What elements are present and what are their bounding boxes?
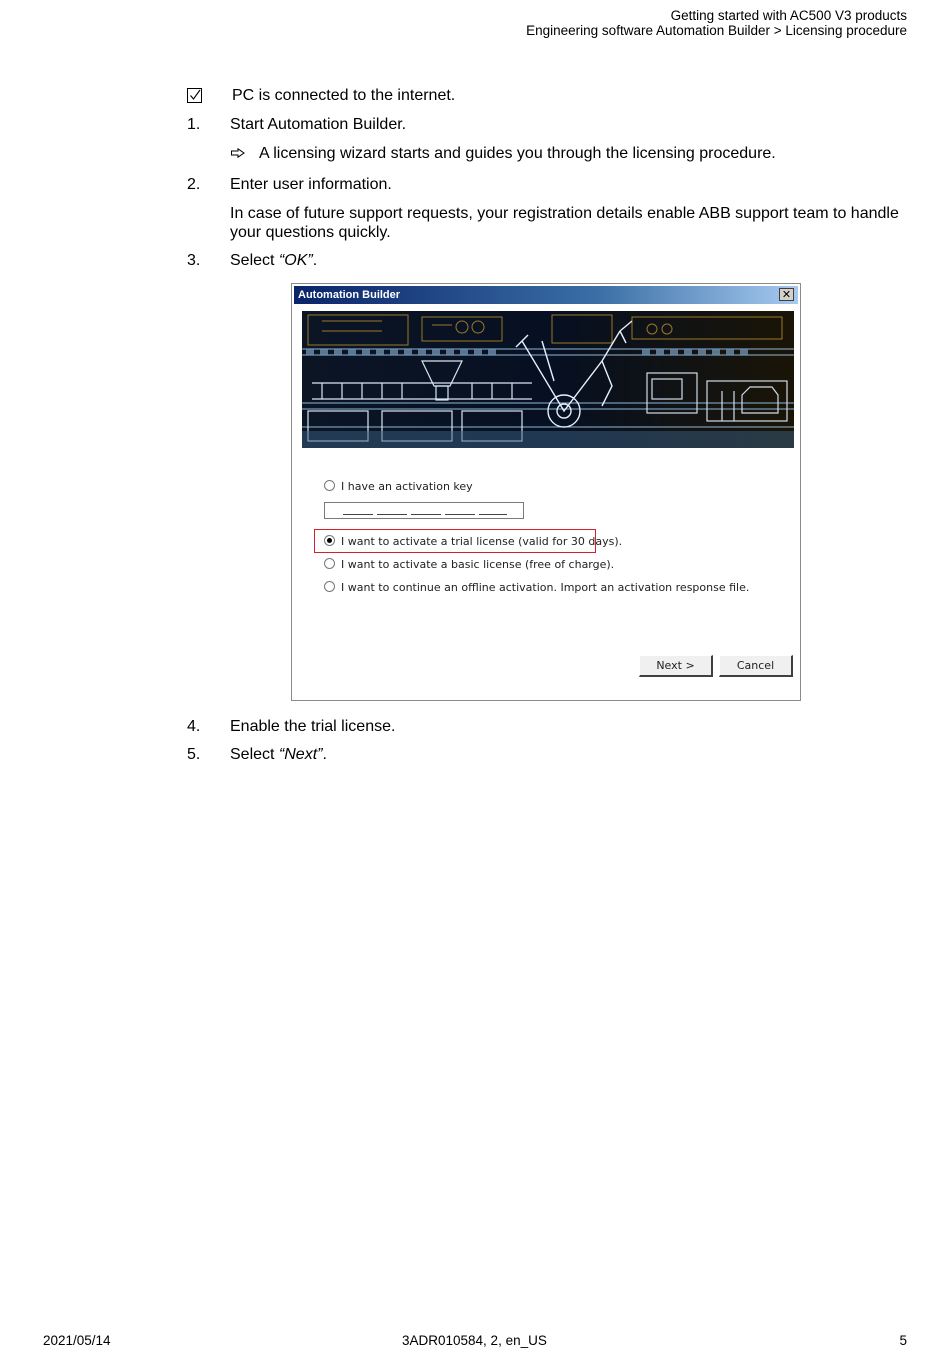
step-5-text-before: Select bbox=[230, 746, 279, 763]
option-activation-key-label: I have an activation key bbox=[341, 480, 473, 493]
step-3-text-after: . bbox=[312, 252, 318, 269]
option-offline-activation-label: I want to continue an offline activation. Import an activation response file. bbox=[341, 581, 750, 594]
dialog-titlebar bbox=[294, 286, 798, 304]
step-1-number: 1. bbox=[187, 116, 201, 133]
result-arrow-icon bbox=[231, 148, 245, 158]
option-basic-license[interactable] bbox=[324, 558, 614, 572]
step-2-number: 2. bbox=[187, 176, 201, 193]
header-doc-title: Getting started with AC500 V3 products bbox=[670, 8, 907, 23]
step-5-text-after: . bbox=[322, 746, 327, 763]
activation-key-input[interactable] bbox=[324, 502, 524, 519]
radio-offline-activation[interactable] bbox=[324, 581, 335, 592]
license-wizard-dialog bbox=[291, 283, 801, 701]
step-1-result: A licensing wizard starts and guides you through the licensing procedure. bbox=[259, 145, 776, 162]
step-4-text: Enable the trial license. bbox=[230, 718, 396, 735]
step-4-number: 4. bbox=[187, 718, 201, 735]
banner-image bbox=[302, 311, 794, 448]
step-2-text: Enter user information. bbox=[230, 176, 392, 193]
option-trial-license[interactable] bbox=[324, 535, 622, 549]
step-2-note: In case of future support requests, your registration details enable ABB support team to handle your questions quickly. bbox=[230, 205, 899, 241]
prerequisite-text: PC is connected to the internet. bbox=[232, 87, 456, 104]
footer-date: 2021/05/14 bbox=[43, 1333, 111, 1348]
header-section-path: Engineering software Automation Builder > Licensing procedure bbox=[526, 23, 907, 38]
step-3-emphasis: “OK” bbox=[278, 252, 313, 269]
page-header bbox=[526, 8, 907, 38]
footer-page-number: 5 bbox=[899, 1333, 907, 1348]
option-offline-activation[interactable] bbox=[324, 581, 749, 595]
close-icon[interactable]: ✕ bbox=[779, 288, 794, 301]
checkbox-checked-icon bbox=[187, 88, 202, 103]
option-basic-license-label: I want to activate a basic license (free of charge). bbox=[341, 558, 615, 571]
step-3-text bbox=[230, 251, 317, 270]
next-button[interactable]: Next > bbox=[639, 655, 713, 677]
radio-basic-license[interactable] bbox=[324, 558, 335, 569]
radio-trial-license[interactable] bbox=[324, 535, 335, 546]
step-5-number: 5. bbox=[187, 746, 201, 763]
option-activation-key[interactable] bbox=[324, 480, 473, 494]
dialog-title: Automation Builder bbox=[298, 289, 401, 301]
footer-doc-id: 3ADR010584, 2, en_US bbox=[402, 1333, 547, 1348]
step-5-emphasis: “Next” bbox=[278, 746, 323, 763]
step-3-text-before: Select bbox=[230, 252, 279, 269]
step-3-number: 3. bbox=[187, 252, 201, 269]
step-1-text: Start Automation Builder. bbox=[230, 116, 407, 133]
cancel-button[interactable]: Cancel bbox=[719, 655, 793, 677]
radio-activation-key[interactable] bbox=[324, 480, 335, 491]
option-trial-license-label: I want to activate a trial license (valid for 30 days). bbox=[341, 535, 623, 548]
step-5-text bbox=[230, 745, 327, 764]
